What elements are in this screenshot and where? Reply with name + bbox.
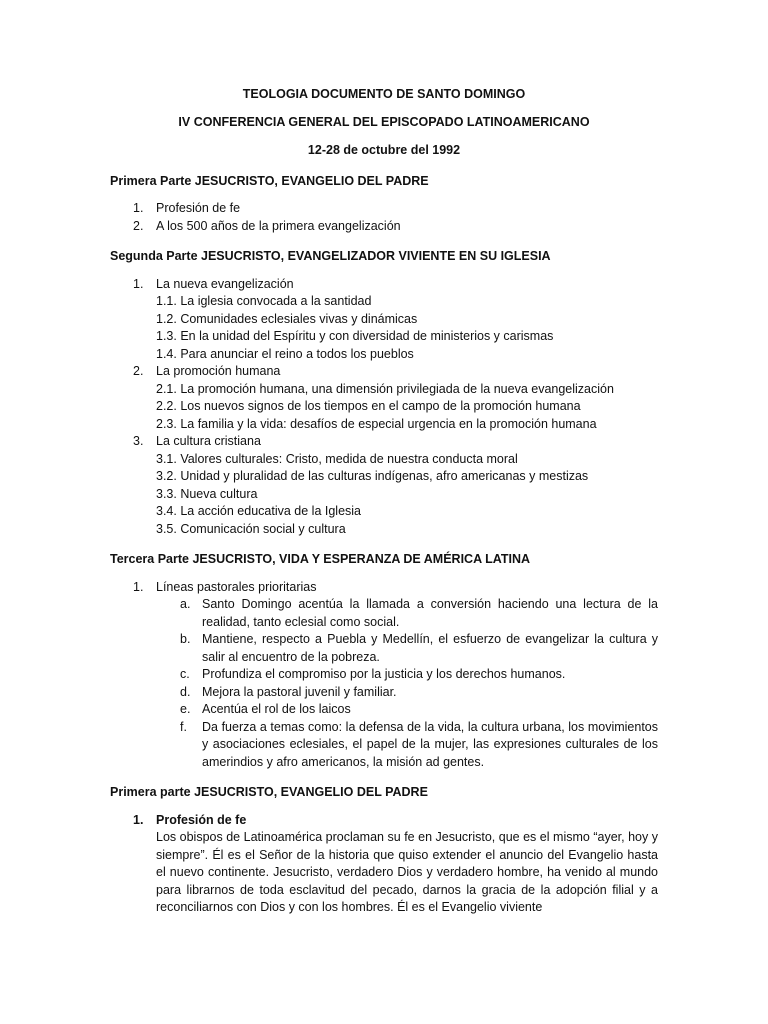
list-number: 2.	[133, 218, 144, 233]
list-number: 3.	[133, 434, 144, 448]
lettered-list	[156, 596, 658, 771]
list-number: 1.	[133, 812, 144, 827]
item-letter: b.	[180, 632, 191, 646]
lettered-item	[156, 719, 658, 772]
list-label: La nueva evangelización	[156, 276, 294, 291]
part4-list	[110, 812, 658, 917]
item-text: Mejora la pastoral juvenil y familiar.	[202, 684, 397, 699]
sublist-item: 1.2. Comunidades eclesiales vivas y dinámicas	[156, 311, 418, 326]
item-text: Da fuerza a temas como: la defensa de la vida, la cultura urbana, los movimientos y asociaciones eclesiales, el papel de la mujer, las expresiones culturales de los amerindios y afro americanos, la misión ad gentes.	[202, 719, 658, 769]
document-dates: 12-28 de octubre del 1992	[307, 143, 461, 157]
sublist-item: 3.4. La acción educativa de la Iglesia	[156, 504, 361, 518]
item-letter: c.	[180, 667, 190, 681]
sublist-item: 3.2. Unidad y pluralidad de las culturas indígenas, afro americanas y mestizas	[156, 469, 589, 483]
body-paragraph: Los obispos de Latinoamérica proclaman su fe en Jesucristo, que es el mismo “ayer, hoy y siempre”. Él es el Señor de la historia que quiso extender el anuncio del Evangelio hasta el nuevo continente. Jesucristo, verdadero Dios y verdadero hombre, ha venido al mundo para librarnos de toda esclavitud del pecado, darnos la gracia de la adopción filial y a reconciliarnos con Dios y con los hombres. Él es el Evangelio viviente	[156, 830, 658, 914]
list-label: Líneas pastorales prioritarias	[156, 579, 317, 594]
document-subtitle: IV CONFERENCIA GENERAL DEL EPISCOPADO LATINOAMERICANO	[178, 114, 590, 129]
list-number: 2.	[133, 364, 144, 378]
list-number: 1.	[133, 276, 144, 291]
lettered-item	[156, 596, 658, 631]
list-label: Profesión de fe	[156, 201, 241, 215]
part2-list	[110, 276, 658, 539]
list-label: La promoción humana	[156, 364, 281, 378]
sublist-item: 1.1. La iglesia convocada a la santidad	[156, 294, 372, 308]
list-number: 1.	[133, 579, 144, 594]
item-letter: a.	[180, 597, 191, 611]
list-item	[110, 218, 658, 236]
document-title: TEOLOGIA DOCUMENTO DE SANTO DOMINGO	[242, 87, 526, 101]
part3-list	[110, 579, 658, 772]
part2-heading: Segunda Parte JESUCRISTO, EVANGELIZADOR VIVIENTE EN SU IGLESIA	[110, 249, 551, 263]
list-label: Profesión de fe	[156, 812, 247, 827]
list-label: La cultura cristiana	[156, 434, 261, 448]
list-item	[110, 433, 658, 538]
lettered-item	[156, 684, 658, 702]
item-letter: f.	[180, 719, 187, 734]
list-item	[110, 200, 658, 218]
sublist	[156, 451, 658, 539]
part1-list	[110, 200, 658, 235]
document-body	[110, 86, 658, 917]
sublist-item: 3.5. Comunicación social y cultura	[156, 521, 346, 536]
list-item	[110, 276, 658, 364]
list-number: 1.	[133, 201, 144, 215]
sublist-item: 1.4. Para anunciar el reino a todos los pueblos	[156, 346, 414, 361]
sublist	[156, 293, 658, 363]
sublist-item: 2.1. La promoción humana, una dimensión privilegiada de la nueva evangelización	[156, 381, 614, 396]
sublist-item: 1.3. En la unidad del Espíritu y con diversidad de ministerios y carismas	[156, 329, 554, 343]
list-label: A los 500 años de la primera evangelización	[156, 218, 401, 233]
lettered-item	[156, 631, 658, 666]
item-text: Acentúa el rol de los laicos	[202, 702, 351, 716]
sublist-item: 3.3. Nueva cultura	[156, 486, 258, 501]
sublist-item: 2.2. Los nuevos signos de los tiempos en el campo de la promoción humana	[156, 399, 581, 413]
part4-heading: Primera parte JESUCRISTO, EVANGELIO DEL PADRE	[110, 785, 428, 799]
item-text: Mantiene, respecto a Puebla y Medellín, el esfuerzo de evangelizar la cultura y salir al encuentro de la pobreza.	[202, 632, 658, 664]
sublist-item: 2.3. La familia y la vida: desafíos de especial urgencia en la promoción humana	[156, 416, 597, 431]
list-item	[110, 363, 658, 433]
item-text: Profundiza el compromiso por la justicia y los derechos humanos.	[202, 667, 566, 681]
lettered-item	[156, 701, 658, 719]
item-letter: d.	[180, 684, 191, 699]
list-item	[110, 579, 658, 772]
item-letter: e.	[180, 702, 191, 716]
lettered-item	[156, 666, 658, 684]
item-text: Santo Domingo acentúa la llamada a conversión haciendo una lectura de la realidad, tanto eclesial como social.	[202, 597, 658, 629]
sublist	[156, 381, 658, 434]
list-item	[110, 812, 658, 917]
sublist-item: 3.1. Valores culturales: Cristo, medida de nuestra conducta moral	[156, 451, 518, 466]
part1-heading: Primera Parte JESUCRISTO, EVANGELIO DEL PADRE	[110, 173, 429, 188]
part3-heading: Tercera Parte JESUCRISTO, VIDA Y ESPERANZA DE AMÉRICA LATINA	[110, 552, 531, 566]
